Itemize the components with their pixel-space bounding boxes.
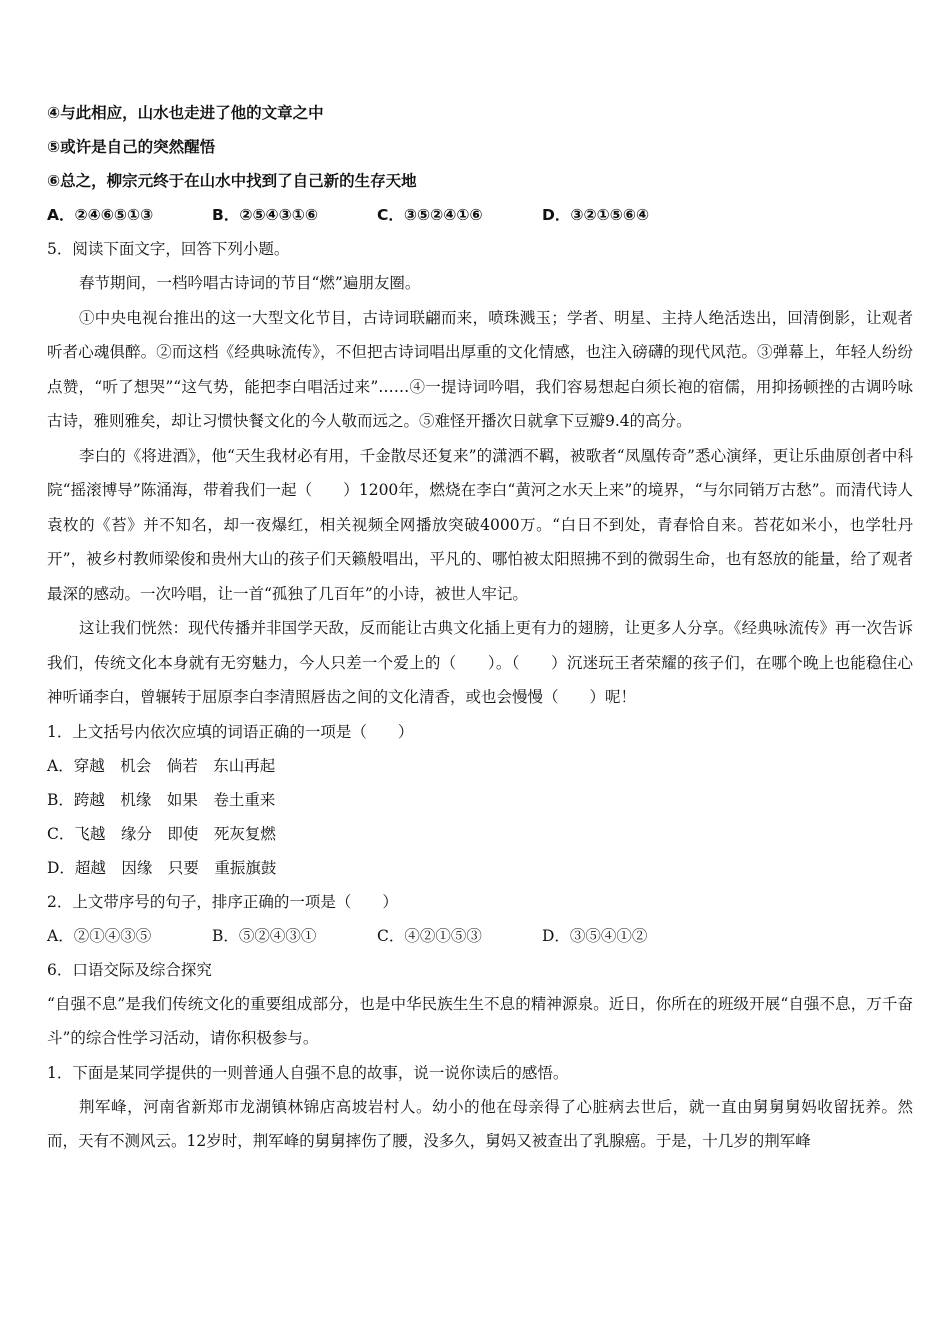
q5-sub2-options	[47, 919, 913, 953]
passage-paragraph-2: ①中央电视台推出的这一大型文化节目，古诗词联翩而来，喷珠溅玉；学者、明星、主持人绝活迭出，回清倒影，让观者听者心魂俱醉。②而这档《经典咏流传》，不但把古诗词唱出厚重的文化情感，也注入磅礴的现代风范。③弹幕上，年轻人纷纷点赞，“听了想哭”“这气势，能把李白唱活过来”……④一提诗词吟唱，我们容易想起白须长袍的宿儒，用抑扬顿挫的古调吟咏古诗，雅则雅矣，却让习惯快餐文化的今人敬而远之。⑤难怪开播次日就拿下豆瓣9.4的高分。	[47, 308, 913, 430]
question-5-heading: 5．阅读下面文字，回答下列小题。	[47, 240, 290, 258]
q5-sub2-option-b[interactable]: B．⑤②④③①	[212, 926, 317, 945]
q5-sub1-option-a[interactable]: A．穿越 机会 倘若 东山再起	[47, 756, 276, 775]
q5-sub2-option-d[interactable]: D．③⑤④①②	[542, 926, 648, 945]
q5-sub1-option-c[interactable]: C．飞越 缘分 即使 死灰复燃	[47, 824, 276, 843]
q4-option-c[interactable]: C．③⑤②④①⑥	[377, 206, 483, 224]
q6-intro: “自强不息”是我们传统文化的重要组成部分，也是中华民族生生不息的精神源泉。近日，你所在的班级开展“自强不息，万千奋斗”的综合性学习活动，请你积极参与。	[47, 994, 913, 1047]
q4-option-a[interactable]: A．②④⑥⑤①③	[47, 206, 154, 224]
q5-sub1-option-d[interactable]: D．超越 因缘 只要 重振旗鼓	[47, 858, 277, 877]
option-item-5: ⑤或许是自己的突然醒悟	[47, 138, 216, 156]
q6-sub1-stem: 1．下面是某同学提供的一则普通人自强不息的故事，说一说你读后的感悟。	[47, 1063, 569, 1082]
q5-sub2-stem: 2．上文带序号的句子，排序正确的一项是（ ）	[47, 892, 398, 911]
q4-option-b[interactable]: B．②⑤④③①⑥	[212, 206, 319, 224]
q4-answer-options	[47, 198, 913, 232]
question-6-heading: 6．口语交际及综合探究	[47, 960, 212, 979]
q5-sub1-stem: 1．上文括号内依次应填的词语正确的一项是（ ）	[47, 722, 414, 741]
option-item-6: ⑥总之，柳宗元终于在山水中找到了自己新的生存天地	[47, 172, 417, 190]
document-page	[47, 96, 913, 1159]
passage-paragraph-4: 这让我们恍然：现代传播并非国学天敌，反而能让古典文化插上更有力的翅膀，让更多人分享。《经典咏流传》再一次告诉我们，传统文化本身就有无穷魅力，今人只差一个爱上的（ ）。（ ）沉迷玩王者荣耀的孩子们，在哪个晚上也能稳住心神听诵李白，曾辗转于屈原李白李清照唇齿之间的文化清香，或也会慢慢（ ）呢！	[47, 619, 913, 706]
q5-sub1-option-b[interactable]: B．跨越 机缘 如果 卷土重来	[47, 790, 276, 809]
option-item-4: ④与此相应，山水也走进了他的文章之中	[47, 104, 324, 122]
q6-story: 荆军峰，河南省新郑市龙湖镇林锦店高坡岩村人。幼小的他在母亲得了心脏病去世后，就一直由舅舅舅妈收留抚养。然而，天有不测风云。12岁时，荆军峰的舅舅摔伤了腰，没多久，舅妈又被查出了乳腺癌。于是，十几岁的荆军峰	[47, 1097, 913, 1150]
passage-paragraph-3: 李白的《将进酒》，他“天生我材必有用，千金散尽还复来”的潇洒不羁，被歌者“凤凰传奇”悉心演绎，更让乐曲原创者中科院“摇滚博导”陈涌海，带着我们一起（ ）1200年，燃烧在李白“黄河之水天上来”的境界，“与尔同销万古愁”。而清代诗人袁枚的《苔》并不知名，却一夜爆红，相关视频全网播放突破4000万。“白日不到处，青春恰自来。苔花如米小，也学牡丹开”，被乡村教师梁俊和贵州大山的孩子们天籁般唱出，平凡的、哪怕被太阳照拂不到的微弱生命，也有怒放的能量，给了观者最深的感动。一次吟唱，让一首“孤独了几百年”的小诗，被世人牢记。	[47, 446, 913, 603]
q4-option-d[interactable]: D．③②①⑤⑥④	[542, 206, 650, 224]
q5-sub2-option-a[interactable]: A．②①④③⑤	[47, 926, 152, 945]
q5-sub2-option-c[interactable]: C．④②①⑤③	[377, 926, 482, 945]
passage-paragraph-1: 春节期间，一档吟唱古诗词的节目“燃”遍朋友圈。	[79, 274, 421, 292]
